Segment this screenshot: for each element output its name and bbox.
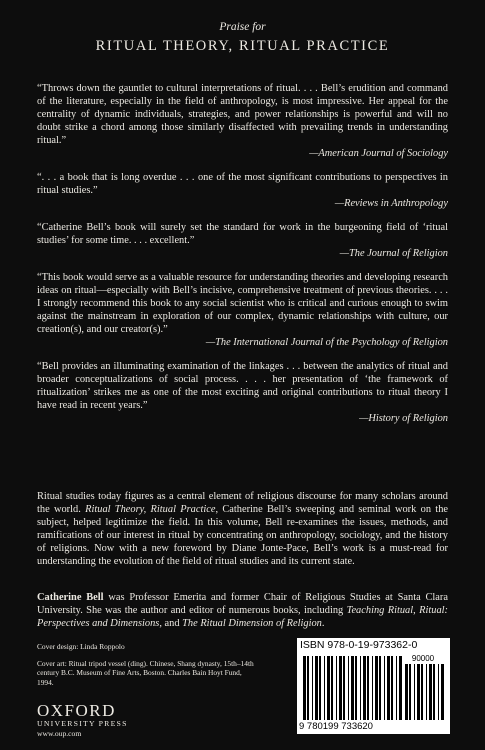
quote xyxy=(37,82,448,160)
bio-text: was Professor Emerita and former Chair of Religious Studies at Santa Clara University. She was the author and editor of numerous books, including xyxy=(37,592,448,616)
description-text: Ritual studies today figures as a central element of religious discourse for many scholars around the world. xyxy=(37,491,448,515)
quote-text: “Catherine Bell’s book will surely set the standard for work in the burgeoning field of ‘ritual studies’ for some time. . . . excellent.” xyxy=(37,222,448,246)
barcode-addon: 90000 xyxy=(411,654,435,663)
quote-text: “. . . a book that is long overdue . . . one of the most significant contributions to perspectives in ritual studies.” xyxy=(37,172,448,196)
publisher-press: UNIVERSITY PRESS xyxy=(37,719,128,728)
praise-quotes xyxy=(37,82,448,425)
quote-text: “Throws down the gauntlet to cultural interpretations of ritual. . . . Bell’s erudition and command of the literature, especially in the field of anthropology, is most impressive. Her appeal for the centrality of dynamic individuals, strategies, and power relationships is powerful and will no doubt strike a chord among those similarly disaffected with prevailing trends in understanding ritual.” xyxy=(37,83,448,146)
isbn-label: ISBN 978-0-19-973362-0 xyxy=(300,639,418,651)
bio-book-title: Ritual: Perspectives and Dimensions xyxy=(37,605,448,629)
quote-text: “This book would serve as a valuable resource for understanding theories and developing research ideas on ritual—especially with Bell’s incisive, comprehensive treatment of previous theories. . . . I strongly recommend this book to any social scientist who is critical and curious enough to swim against the mainstream in exploration of our complex, dynamic relationships with culture, our creation(s), and our creator(s).” xyxy=(37,272,448,335)
book-title: RITUAL THEORY, RITUAL PRACTICE xyxy=(95,38,390,54)
cover-credits xyxy=(37,642,257,687)
quote-text: “Bell provides an illuminating examination of the linkages . . . between the analytics of ritual and broader conceptualizations of social process. . . . her presentation of ‘the framework of ritualization’ strikes me as one of the most exciting and original contributions to ritual theory I have read in recent years.” xyxy=(37,361,448,411)
bio-text: . xyxy=(321,618,325,629)
author-bio xyxy=(37,591,448,630)
publisher-logo xyxy=(37,702,128,729)
quote xyxy=(37,221,448,260)
quote-source: —History of Religion xyxy=(359,413,448,424)
quote xyxy=(37,271,448,349)
quote-source: —Reviews in Anthropology xyxy=(334,198,448,209)
cover-design-credit: Cover design: Linda Roppolo xyxy=(37,642,125,651)
bio-text: , and xyxy=(159,618,183,629)
barcode-icon xyxy=(297,654,450,722)
header xyxy=(0,20,485,55)
publisher-name: OXFORD xyxy=(37,701,116,720)
quote xyxy=(37,360,448,425)
quote-source: —The International Journal of the Psychology of Religion xyxy=(205,337,448,348)
cover-art-credit: Cover art: Ritual tripod vessel (ding). Chinese, Shang dynasty, 15th–14th century B.C. Museum of Fine Arts, Boston. Charles Bain Hoyt Fund, 1994. xyxy=(37,658,254,687)
quote-source: —American Journal of Sociology xyxy=(309,148,448,159)
praise-for-label: Praise for xyxy=(219,21,266,33)
bio-book-title: Teaching Ritual xyxy=(346,605,414,616)
book-description xyxy=(37,490,448,568)
bio-text: , xyxy=(413,605,420,616)
bio-book-title: The Ritual Dimension of Religion xyxy=(182,618,322,629)
barcode-box xyxy=(297,638,450,734)
publisher-url: www.oup.com xyxy=(37,729,82,738)
description-text: , Catherine Bell’s sweeping and seminal work on the subject, helped legitimize the field. In this volume, Bell re-examines the issues, methods, and ramifications of our interest in ritual by concentrating on anthropology, sociology, and the history of religions. Now with a new foreword by Diane Jonte-Pace, Bell’s work is a must-read for understanding the evolution of the field of ritual studies and its current state. xyxy=(37,504,449,567)
quote xyxy=(37,171,448,210)
description-book-title: Ritual Theory, Ritual Practice xyxy=(85,504,216,515)
quote-source: —The Journal of Religion xyxy=(339,248,448,259)
barcode-number: 9 780199 733620 xyxy=(299,721,373,732)
author-name: Catherine Bell xyxy=(37,592,104,603)
